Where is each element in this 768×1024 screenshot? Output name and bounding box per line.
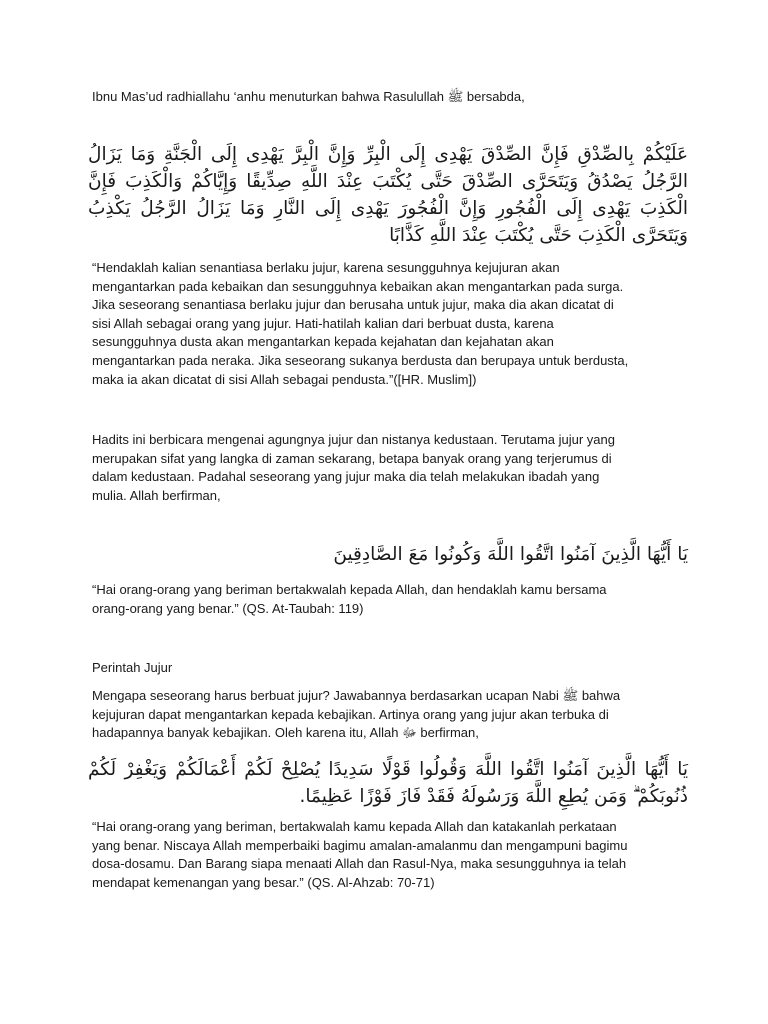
verse-at-taubah-translation: “Hai orang-orang yang beriman bertakwalah kepada Allah, dan hendaklah kamu bersama orang-orang yang benar.” (QS. At-Taubah: 119)	[92, 582, 607, 616]
verse-al-ahzab-arabic: يَا أَيُّهَا الَّذِينَ آمَنُوا اتَّقُوا اللَّهَ وَقُولُوا قَوْلًا سَدِيدًا يُصْلِحْ لَكُمْ أَعْمَالَكُمْ وَيَغْفِرْ لَكُمْ ذُنُوبَكُمْ ۗ وَمَن يُطِعِ اللَّهَ وَرَسُولَهُ فَقَدْ فَازَ فَوْزًا عَظِيمًا.	[88, 759, 688, 807]
hadith-arabic-text: عَلَيْكُمْ بِالصِّدْقِ فَإِنَّ الصِّدْقَ يَهْدِى إِلَى الْبِرِّ وَإِنَّ الْبِرَّ يَهْدِى إِلَى الْجَنَّةِ وَمَا يَزَالُ الرَّجُلُ يَصْدُقُ وَيَتَحَرَّى الصِّدْقَ حَتَّى يُكْتَبَ عِنْدَ اللَّهِ صِدِّيقًا وَإِيَّاكُمْ وَالْكَذِبَ فَإِنَّ الْكَذِبَ يَهْدِى إِلَى الْفُجُورِ وَإِنَّ الْفُجُورَ يَهْدِى إِلَى النَّارِ وَمَا يَزَالُ الرَّجُلُ يَكْذِبُ وَيَتَحَرَّى الْكَذِبَ حَتَّى يُكْتَبَ عِنْدَ اللَّهِ كَذَّابًا	[88, 144, 688, 246]
hadith-translation: “Hendaklah kalian senantiasa berlaku jujur, karena sesungguhnya kejujuran akan mengantarkan pada kebaikan dan sesungguhnya kebaikan akan mengantarkan pada surga. Jika seseorang senantiasa berlaku jujur dan berusaha untuk jujur, maka dia akan dicatat di sisi Allah sebagai orang yang jujur. Hati-hatilah kalian dari berbuat dusta, karena sesungguhnya dusta akan mengantarkan kepada kejahatan dan kejahatan akan mengantarkan pada neraka. Jika seseorang sukanya berdusta dan berupaya untuk berdusta, maka ia akan dicatat di sisi Allah sebagai pendusta.”([HR. Muslim])	[92, 260, 629, 387]
paragraph-hadith-explanation: Hadits ini berbicara mengenai agungnya jujur dan nistanya kedustaan. Terutama jujur yang merupakan sifat yang langka di zaman sekarang, betapa banyak orang yang terjerumus di dalam kedustaan. Padahal seseorang yang jujur maka dia telah melakukan ibadah yang mulia. Allah berfirman,	[92, 432, 615, 503]
section-heading: Perintah Jujur	[92, 660, 173, 675]
intro-text: Ibnu Mas’ud radhiallahu ‘anhu menuturkan bahwa Rasulullah ﷺ bersabda,	[92, 89, 525, 104]
verse-at-taubah-arabic: يَا أَيُّهَا الَّذِينَ آمَنُوا اتَّقُوا اللَّهَ وَكُونُوا مَعَ الصَّادِقِينَ	[333, 544, 688, 565]
verse-al-ahzab-translation: “Hai orang-orang yang beriman, bertakwalah kamu kepada Allah dan katakanlah perkataan yang benar. Niscaya Allah memperbaiki bagimu amalan-amalanmu dan mengampuni bagimu dosa-dosamu. Dan Barang siapa menaati Allah dan Rasul-Nya, maka sesungguhnya ia telah mendapat kemenangan yang besar.” (QS. Al-Ahzab: 70-71)	[92, 819, 628, 890]
paragraph-command-honesty: Mengapa seseorang harus berbuat jujur? Jawabannya berdasarkan ucapan Nabi ﷺ bahwa kejujuran dapat mengantarkan kepada kebajikan. Artinya orang yang jujur akan terbuka di hadapannya banyak kebajikan. Oleh karena itu, Allah ﷻ berfirman,	[92, 688, 621, 741]
